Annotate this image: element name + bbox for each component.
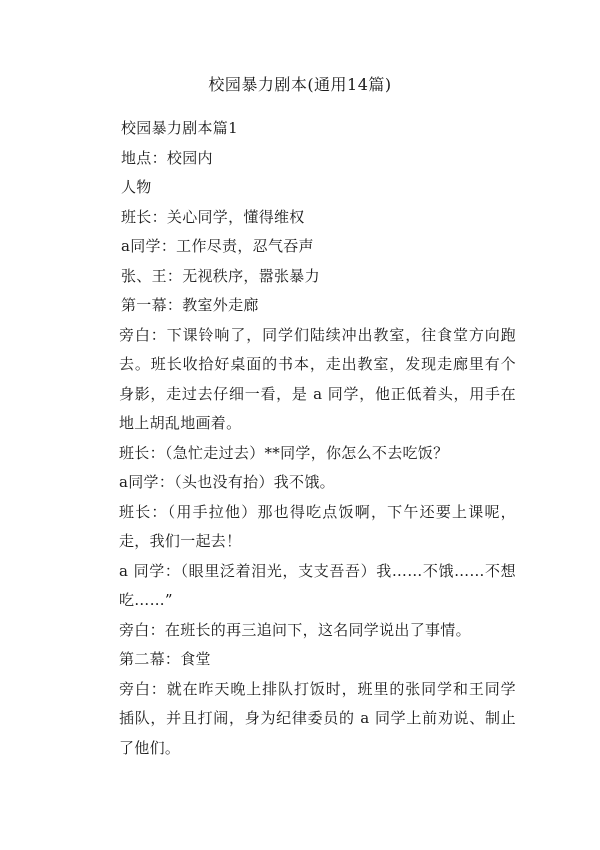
- narration-paragraph: 旁白：在班长的再三追问下，这名同学说出了事情。: [119, 620, 471, 639]
- narration-paragraph: 旁白：就在昨天晚上排队打饭时，班里的张同学和王同学插队，并且打闹，身为纪律委员的 a 同学上前劝说、制止了他们。: [119, 679, 516, 757]
- characters-heading: 人物: [121, 178, 152, 196]
- document-title: 校园暴力剧本(通用14篇): [208, 75, 392, 94]
- dialogue-student-a: a 同学：（眼里泛着泪光，支支吾吾）我……不饿……不想吃……”: [119, 561, 516, 609]
- dialogue-monitor: 班长：（用手拉他）那也得吃点饭啊，下午还要上课呢，走，我们一起去！: [119, 502, 516, 550]
- narration-paragraph: 旁白：下课铃响了，同学们陆续冲出教室，往食堂方向跑去。班长收拾好桌面的书本，走出教室，发现走廊里有个身影，走过去仔细一看，是 a 同学，他正低着头，用手在地上胡乱地画着。: [119, 325, 516, 432]
- document-body: [121, 114, 516, 763]
- section-heading: 校园暴力剧本篇1: [121, 119, 238, 137]
- character-monitor: 班长：关心同学，懂得维权: [121, 207, 305, 226]
- scene-two-heading: 第二幕：食堂: [119, 650, 211, 668]
- scene-one-heading: 第一幕：教室外走廊: [121, 296, 259, 314]
- location-line: 地点：校园内: [121, 148, 213, 167]
- dialogue-monitor: 班长：（急忙走过去）**同学，你怎么不去吃饭？: [119, 443, 449, 462]
- dialogue-student-a: a同学：（头也没有抬）我不饿。: [119, 473, 335, 491]
- character-zhang-wang: 张、王：无视秩序，嚣张暴力: [121, 266, 320, 285]
- character-student-a: a同学：工作尽责，忍气吞声: [121, 237, 314, 255]
